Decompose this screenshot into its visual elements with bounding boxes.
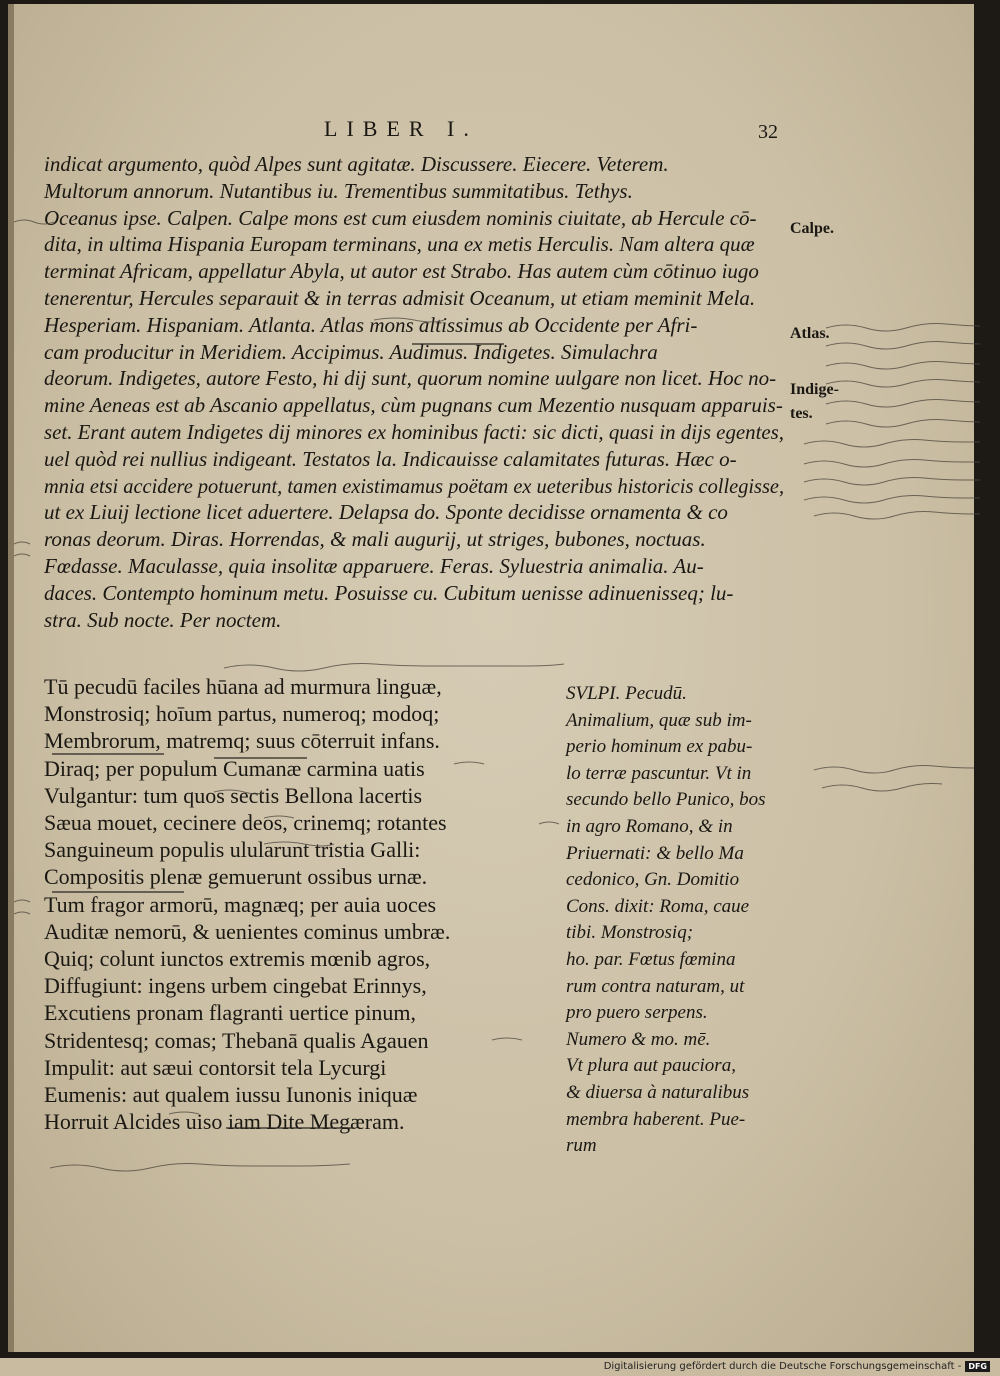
verse-line: Diraq; per populum Cumanæ carmina uatis [44, 755, 425, 781]
marginalia-stroke [214, 790, 264, 794]
marginalia-stroke [264, 842, 334, 846]
marginalia-stroke [374, 318, 444, 322]
verse-commentary-line: perio hominum ex pabu- [566, 736, 753, 758]
commentary-line: terminat Africam, appellatur Abyla, ut autor est Strabo. Has autem cùm cōtinuo iugo [44, 259, 759, 284]
verse-commentary-line: rum [566, 1135, 597, 1157]
marginalia-stroke [826, 362, 980, 370]
dfg-logo: DFG [965, 1361, 990, 1372]
marginalia-stroke [224, 664, 564, 672]
commentary-line: stra. Sub nocte. Per noctem. [44, 607, 282, 632]
marginalia-stroke [492, 1038, 522, 1040]
commentary-line: cam producitur in Meridiem. Accipimus. Audimus. Indigetes. Simulachra [44, 339, 658, 364]
commentary-line: Multorum annorum. Nutantibus iu. Trementibus summitatibus. Tethys. [44, 178, 633, 203]
commentary-line: uel quòd rei nullius indigeant. Testatos la. Indicauisse calamitates futuras. Hæc o- [44, 446, 737, 471]
verse-line: Monstrosiq; hoīum partus, numeroq; modoq; [44, 701, 440, 727]
marginalia-stroke [539, 822, 559, 824]
commentary-line: mine Aeneas est ab Ascanio appellatus, cùm pugnans cum Mezentio nusquam apparuis- [44, 393, 783, 418]
side-note: tes. [790, 405, 813, 422]
marginalia-stroke [826, 420, 980, 428]
marginalia-stroke [804, 460, 980, 468]
verse-line: Sæua mouet, cecinere deos, crinemq; rotantes [44, 810, 447, 835]
marginalia-stroke [264, 816, 294, 818]
verse-commentary-line: SVLPI. Pecudū. [566, 683, 687, 704]
verse-line: Membrorum, matremq; suus cōterruit infans. [44, 728, 440, 754]
handwritten-marginalia [14, 4, 980, 1352]
commentary-line: deorum. Indigetes, autore Festo, hi dij sunt, quorum nomine uulgare non licet. Hoc no- [44, 366, 777, 391]
side-note: Calpe. [790, 220, 834, 237]
marginalia-stroke [804, 440, 980, 448]
marginalia-stroke [14, 220, 54, 224]
verse-commentary-line: tibi. Monstrosiq; [566, 922, 694, 944]
side-note: Atlas. [790, 325, 830, 342]
verse-line: Quiq; colunt iunctos extremis mœnib agros, [44, 946, 431, 971]
verse-line: Excutiens pronam flagranti uertice pinum, [44, 1000, 417, 1026]
marginalia-stroke [14, 900, 30, 902]
commentary-line: ut ex Liuij lectione licet aduertere. Delapsa do. Sponte decidisse ornamenta & co [44, 500, 728, 525]
marginalia-stroke [454, 762, 484, 764]
verse-commentary-line: secundo bello Punico, bos [566, 789, 766, 811]
marginalia-stroke [804, 496, 980, 504]
verse-line: Tū pecudū faciles hūana ad murmura linguæ, [44, 674, 442, 699]
verse-line: Auditæ nemorū, & uenientes cominus umbræ. [44, 918, 451, 944]
verse-commentary-line: membra haberent. Pue- [566, 1108, 746, 1130]
verse-commentary-line: pro puero serpens. [566, 1002, 708, 1024]
marginalia-stroke [804, 478, 980, 486]
verse-line: Vulgantur: tum quos sectis Bellona lacertis [44, 782, 423, 808]
marginalia-stroke [814, 766, 974, 774]
verse-commentary-line: in agro Romano, & in [566, 816, 733, 837]
verse-line: Compositis plenæ gemuerunt ossibus urnæ. [44, 864, 428, 890]
commentary-line: tenerentur, Hercules separauit & in terras admisit Oceanum, ut etiam meminit Mela. [44, 286, 756, 310]
verse-line: Sanguineum populis ulularunt tristia Galli: [44, 837, 421, 863]
verse-commentary-line: rum contra naturam, ut [566, 975, 745, 997]
verse-commentary-line: cedonico, Gn. Domitio [566, 869, 740, 891]
marginalia-stroke [14, 554, 30, 556]
marginalia-stroke [14, 542, 30, 544]
verse-line: Eumenis: aut qualem iussu Iunonis iniquæ [44, 1082, 418, 1107]
commentary-line: Fœdasse. Maculasse, quia insolitæ apparuere. Feras. Syluestria animalia. Au- [44, 554, 704, 578]
verse-commentary-line: ho. par. Fœtus fœmina [566, 949, 736, 970]
commentary-line: daces. Contempto hominum metu. Posuisse cu. Cubitum uenisse adinuenisseq; lu- [44, 580, 734, 605]
commentary-line: set. Erant autem Indigetes dij minores ex hominibus facti: sic dicti, quasi in dijs egentes, [44, 420, 785, 444]
verse-commentary-line: Cons. dixit: Roma, caue [566, 895, 750, 917]
digitization-footer [604, 1361, 990, 1372]
marginalia-stroke [826, 400, 980, 408]
verse-line: Impulit: aut sæui contorsit tela Lycurgi [44, 1054, 387, 1080]
verse-commentary-line: lo terræ pascuntur. Vt in [566, 762, 752, 784]
commentary-line: indicat argumento, quòd Alpes sunt agitatæ. Discussere. Eiecere. Veterem. [44, 152, 669, 176]
verse-commentary-line: Numero & mo. mē. [566, 1028, 711, 1050]
side-note: Indige- [790, 381, 839, 398]
verse-line: Stridentesq; comas; Thebanā qualis Agauen [44, 1027, 429, 1053]
commentary-line: ronas deorum. Diras. Horrendas, & mali augurij, ut striges, bubones, noctuas. [44, 527, 706, 552]
footer-text: Digitalisierung gefördert durch die Deutsche Forschungsgemeinschaft - [603, 1361, 962, 1372]
verse-line: Diffugiunt: ingens urbem cingebat Erinnys, [44, 973, 427, 999]
marginalia-stroke [169, 1112, 199, 1114]
commentary-line: Oceanus ipse. Calpen. Calpe mons est cum eiusdem nominis ciuitate, ab Hercule cō- [44, 205, 757, 230]
marginalia-stroke [826, 342, 980, 350]
verse-commentary-line: Priuernati: & bello Ma [566, 842, 744, 864]
commentary-line: mnia etsi accidere potuerunt, tamen existimamus poëtam ex ueteribus historicis collegisse, [44, 473, 785, 498]
verse-commentary-line: Vt plura aut pauciora, [566, 1055, 736, 1077]
verse-commentary-line: Animalium, quæ sub im- [566, 709, 752, 731]
page-number: 32 [758, 121, 778, 143]
marginalia-stroke [50, 1164, 350, 1172]
marginalia-stroke [826, 324, 980, 332]
verse-line: Horruit Alcides uiso iam Dite Megæram. [44, 1109, 405, 1135]
marginalia-stroke [14, 912, 30, 914]
book-page [8, 4, 974, 1352]
marginalia-stroke [822, 784, 942, 792]
commentary-line: Hesperiam. Hispaniam. Atlanta. Atlas mons altissimus ab Occidente per Afri- [44, 312, 698, 337]
marginalia-stroke [814, 512, 980, 520]
verse-line: Tum fragor armorū, magnæq; per auia uoces [44, 891, 437, 917]
verse-commentary-line: & diuersa à naturalibus [566, 1082, 750, 1103]
running-head: LIBER I. [324, 116, 478, 141]
commentary-line: dita, in ultima Hispania Europam terminans, una ex metis Herculis. Nam altera quæ [44, 232, 755, 257]
marginalia-stroke [826, 380, 980, 388]
